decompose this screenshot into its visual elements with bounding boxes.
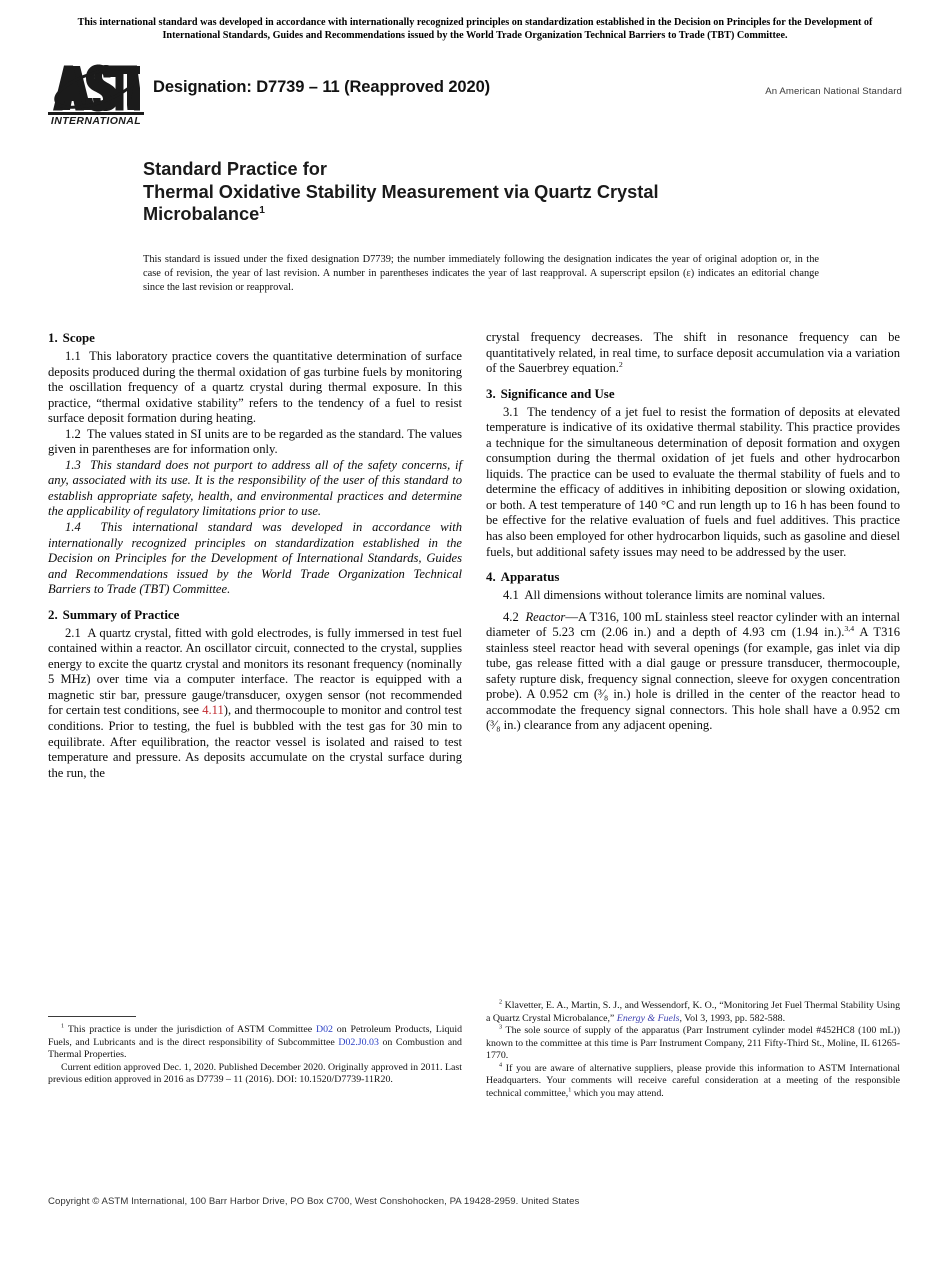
footnote-text-c: on Combustion and Thermal Properties.	[48, 1036, 462, 1061]
section-spacer	[48, 598, 462, 607]
copyright-notice: Copyright © ASTM International, 100 Barr Harbor Drive, PO Box C700, West Conshohocken, PA 19428-2959. United States	[48, 1196, 580, 1207]
footnote-inline-ref-1: 1	[568, 1087, 572, 1094]
footnote-marker-3: 3	[499, 1024, 503, 1031]
defined-term-reactor: Reactor	[525, 609, 566, 624]
section-number: 1.	[48, 331, 58, 345]
section-title: Significance and Use	[500, 386, 615, 401]
footnote-marker-1: 1	[61, 1023, 65, 1030]
para-number: 4.1	[503, 588, 519, 603]
paragraph-2-1-continued	[486, 330, 900, 377]
footnotes-right	[486, 1000, 900, 1100]
para-number: 1.2	[65, 426, 81, 441]
footnote-ref-2[interactable]: 2	[618, 359, 623, 369]
footnote-text-a: This practice is under the jurisdiction of ASTM Committee	[67, 1024, 316, 1035]
cross-reference-4-11[interactable]: 4.11	[202, 703, 224, 718]
footnote-divider	[48, 1016, 136, 1017]
section-heading-apparatus	[486, 569, 900, 586]
para-number: 4.2	[503, 609, 519, 624]
paragraph-1-4	[48, 520, 462, 598]
body-column-left	[48, 330, 462, 781]
ansi-note: An American National Standard	[765, 86, 902, 97]
astm-logo-subtext: INTERNATIONAL	[50, 115, 142, 127]
section-heading-summary	[48, 607, 462, 624]
section-spacer	[486, 560, 900, 569]
body-column-right	[486, 330, 900, 734]
title-line-2: Thermal Oxidative Stability Measurement via Quartz Crystal	[143, 181, 659, 202]
para-text: The tendency of a jet fuel to resist the formation of deposits at elevated temperature is indicative of its oxidative thermal stability. This practice provides a technique for the simultaneous determination of deposit formation and oxygen consumption during the thermal oxidation of jet fuels and other hydrocarbon liquids. The practice can be used to evaluate the thermal stability of fuels and to determine the efficacy of additives in inhibiting deposition or slowing oxidation, or both. A test temperature of 140 °C and run length up to 16 h has been found to be effective for the relative evaluation of fuels and fuel additives. This practice has also been employed for other hydrocarbon liquids, such as gasoline and diesel fuels, but additional safety issues may need to be addressed by the user.	[486, 404, 901, 559]
para-text: All dimensions without tolerance limits are nominal values.	[524, 588, 826, 603]
section-title: Summary of Practice	[62, 607, 180, 622]
section-number: 3.	[486, 386, 496, 401]
para-number: 2.1	[65, 625, 81, 640]
footnote-text-a: Klavetter, E. A., Martin, S. J., and Wessendorf, K. O., “Monitoring Jet Fuel Thermal Stability Using a Quartz Crystal Microbalance,”	[486, 1000, 901, 1024]
masthead	[48, 60, 902, 138]
paragraph-4-2	[486, 610, 900, 734]
paragraph-4-1	[486, 588, 900, 604]
section-title: Scope	[62, 331, 95, 345]
footnote-marker-4: 4	[499, 1062, 503, 1069]
title-line-3	[143, 203, 843, 226]
paragraph-1-1	[48, 349, 462, 427]
footnote-2	[486, 1000, 900, 1025]
footnote-edition-info: Current edition approved Dec. 1, 2020. Published December 2020. Originally approved in 2011. Last previous edition approved in 2016 as D7739 – 11 (2016). DOI: 10.1520/D7739-11R20.	[48, 1061, 462, 1086]
para-number: 1.4	[65, 520, 81, 535]
paragraph-3-1	[486, 405, 900, 560]
title-line-1: Standard Practice for	[143, 159, 327, 179]
footnote-text-b: on Petroleum Products, Liquid Fuels, and Lubricants and is the direct responsibility of Subcommittee	[48, 1024, 463, 1048]
footnote-marker-2: 2	[499, 999, 503, 1006]
section-title: Apparatus	[500, 570, 560, 585]
para-text: This international standard was developed in accordance with internationally recognized principles on standardization established in the Decision on Principles for the Development of International Standards, Guides and Recommendations issued by the World Trade Organization Technical Barriers to Trade (TBT) Committee.	[48, 520, 462, 597]
section-number: 2.	[48, 607, 58, 622]
committee-link-d02[interactable]: D02	[315, 1024, 333, 1035]
footnote-ref-3-4[interactable]: 3,4	[844, 624, 855, 634]
footnote-1	[48, 1024, 462, 1062]
section-heading-significance	[486, 386, 900, 403]
para-text: This laboratory practice covers the quantitative determination of surface deposits produced during the thermal oxidation of gas turbine fuels by monitoring the oscillation frequency of a quartz crystal during thermal exposure. In this practice, “thermal oxidative stability” refers to the tendency of a fuel to resist surface deposit formation during heating.	[48, 349, 462, 426]
para-text-b: A T316 stainless steel reactor head with several openings (for example, gas inlet via dip tube, gas release fitted with a dial gauge or pressure transducer, thermocouple, safety rupture disk, frequency signal connection, sleeve for oxygen concentration probe). A 0.952 cm (³⁄₈ in.) hole is drilled in the center of the reactor head to accommodate the frequency signal connectors. This hole shall have a 0.952 cm (³⁄₈ in.) clearance from any adjacent opening.	[486, 625, 900, 733]
title-line-3-text: Microbalance	[143, 204, 260, 225]
para-text: The values stated in SI units are to be regarded as the standard. The values given in parentheses are for information only.	[48, 426, 462, 457]
section-spacer	[486, 377, 900, 386]
footnote-text: The sole source of supply of the apparatus (Parr Instrument cylinder model #452HC8 (100 mL)) known to the committee at this time is Parr Instrument Company, 211 Fifty-Third St., Moline, IL 61265-1770.	[486, 1025, 900, 1062]
journal-title-link[interactable]: Energy & Fuels	[616, 1012, 680, 1024]
issue-statement: This standard is issued under the fixed designation D7739; the number immediately following the designation indicates the year of original adoption or, in the case of revision, the year of last revision. A number in parentheses indicates the year of last reapproval. A superscript epsilon (ε) indicates an editorial change since the last revision or reapproval.	[143, 254, 819, 294]
astm-logo-icon	[52, 62, 140, 114]
footnotes-left	[48, 1016, 462, 1087]
title-footnote-marker: 1	[259, 205, 265, 217]
footnote-4	[486, 1063, 900, 1101]
para-text-c: crystal frequency decreases. The shift in resonance frequency can be quantitatively related, in real time, to surface deposit accumulation via a variation of the Sauerbrey equation.	[486, 330, 900, 376]
subcommittee-link-d02j003[interactable]: D02.J0.03	[338, 1036, 379, 1048]
footnote-text-b: , Vol 3, 1993, pp. 582-588.	[679, 1012, 786, 1024]
para-text-a: A quartz crystal, fitted with gold electrodes, is fully immersed in test fuel contained within a reactor. An oscillator circuit, connected to the crystal, supplies energy to excite the quartz crystal and monitors its resonant frequency (nominally 5 MHz) over time via a computer interface. The reactor is equipped with a magnetic stir bar, pressure gauge/transducer, oxygen sensor (not recommended for certain test conditions, see	[48, 625, 462, 718]
para-number: 1.1	[65, 349, 81, 363]
footnote-3	[486, 1025, 900, 1063]
astm-logo	[48, 62, 148, 134]
footnote-text-b: which you may attend.	[571, 1087, 664, 1099]
designation-title: Designation: D7739 – 11 (Reapproved 2020)	[153, 78, 491, 96]
para-text-a: —A T316, 100 mL stainless steel reactor cylinder with an internal diameter of 5.23 cm (2.06 in.) and a depth of 4.93 cm (1.94 in.).	[486, 609, 901, 640]
tbt-banner: This international standard was developed in accordance with internationally recognized principles on standardization established in the Decision on Principles for the Development of International Standards, Guides and Recommendations issued by the World Trade Organization Technical Barriers to Trade (TBT) Committee.	[77, 17, 873, 42]
para-number: 3.1	[503, 404, 519, 419]
page-title	[143, 158, 843, 226]
paragraph-2-1	[48, 626, 462, 781]
para-text: This standard does not purport to address all of the safety concerns, if any, associated with its use. It is the responsibility of the user of this standard to establish appropriate safety, health, and environmental practices and determine the applicability of regulatory limitations prior to use.	[48, 457, 463, 519]
para-text-b: ), and thermocouple to monitor and control test conditions. Prior to testing, the fuel is bubbled with the test gas for 30 min to equilibrate. After equilibration, the reactor vessel is isolated and raised to test temperature and pressure. As deposits accumulate on the crystal surface during the run, the	[48, 703, 463, 780]
footnote-text-a: If you are aware of alternative suppliers, please provide this information to ASTM International Headquarters. Your comments will receive careful consideration at a meeting of the responsible technical committee,	[486, 1062, 900, 1099]
para-number: 1.3	[65, 457, 81, 472]
paragraph-1-3	[48, 458, 462, 520]
section-heading-scope	[48, 330, 462, 347]
section-number: 4.	[486, 570, 496, 585]
paragraph-1-2	[48, 427, 462, 458]
